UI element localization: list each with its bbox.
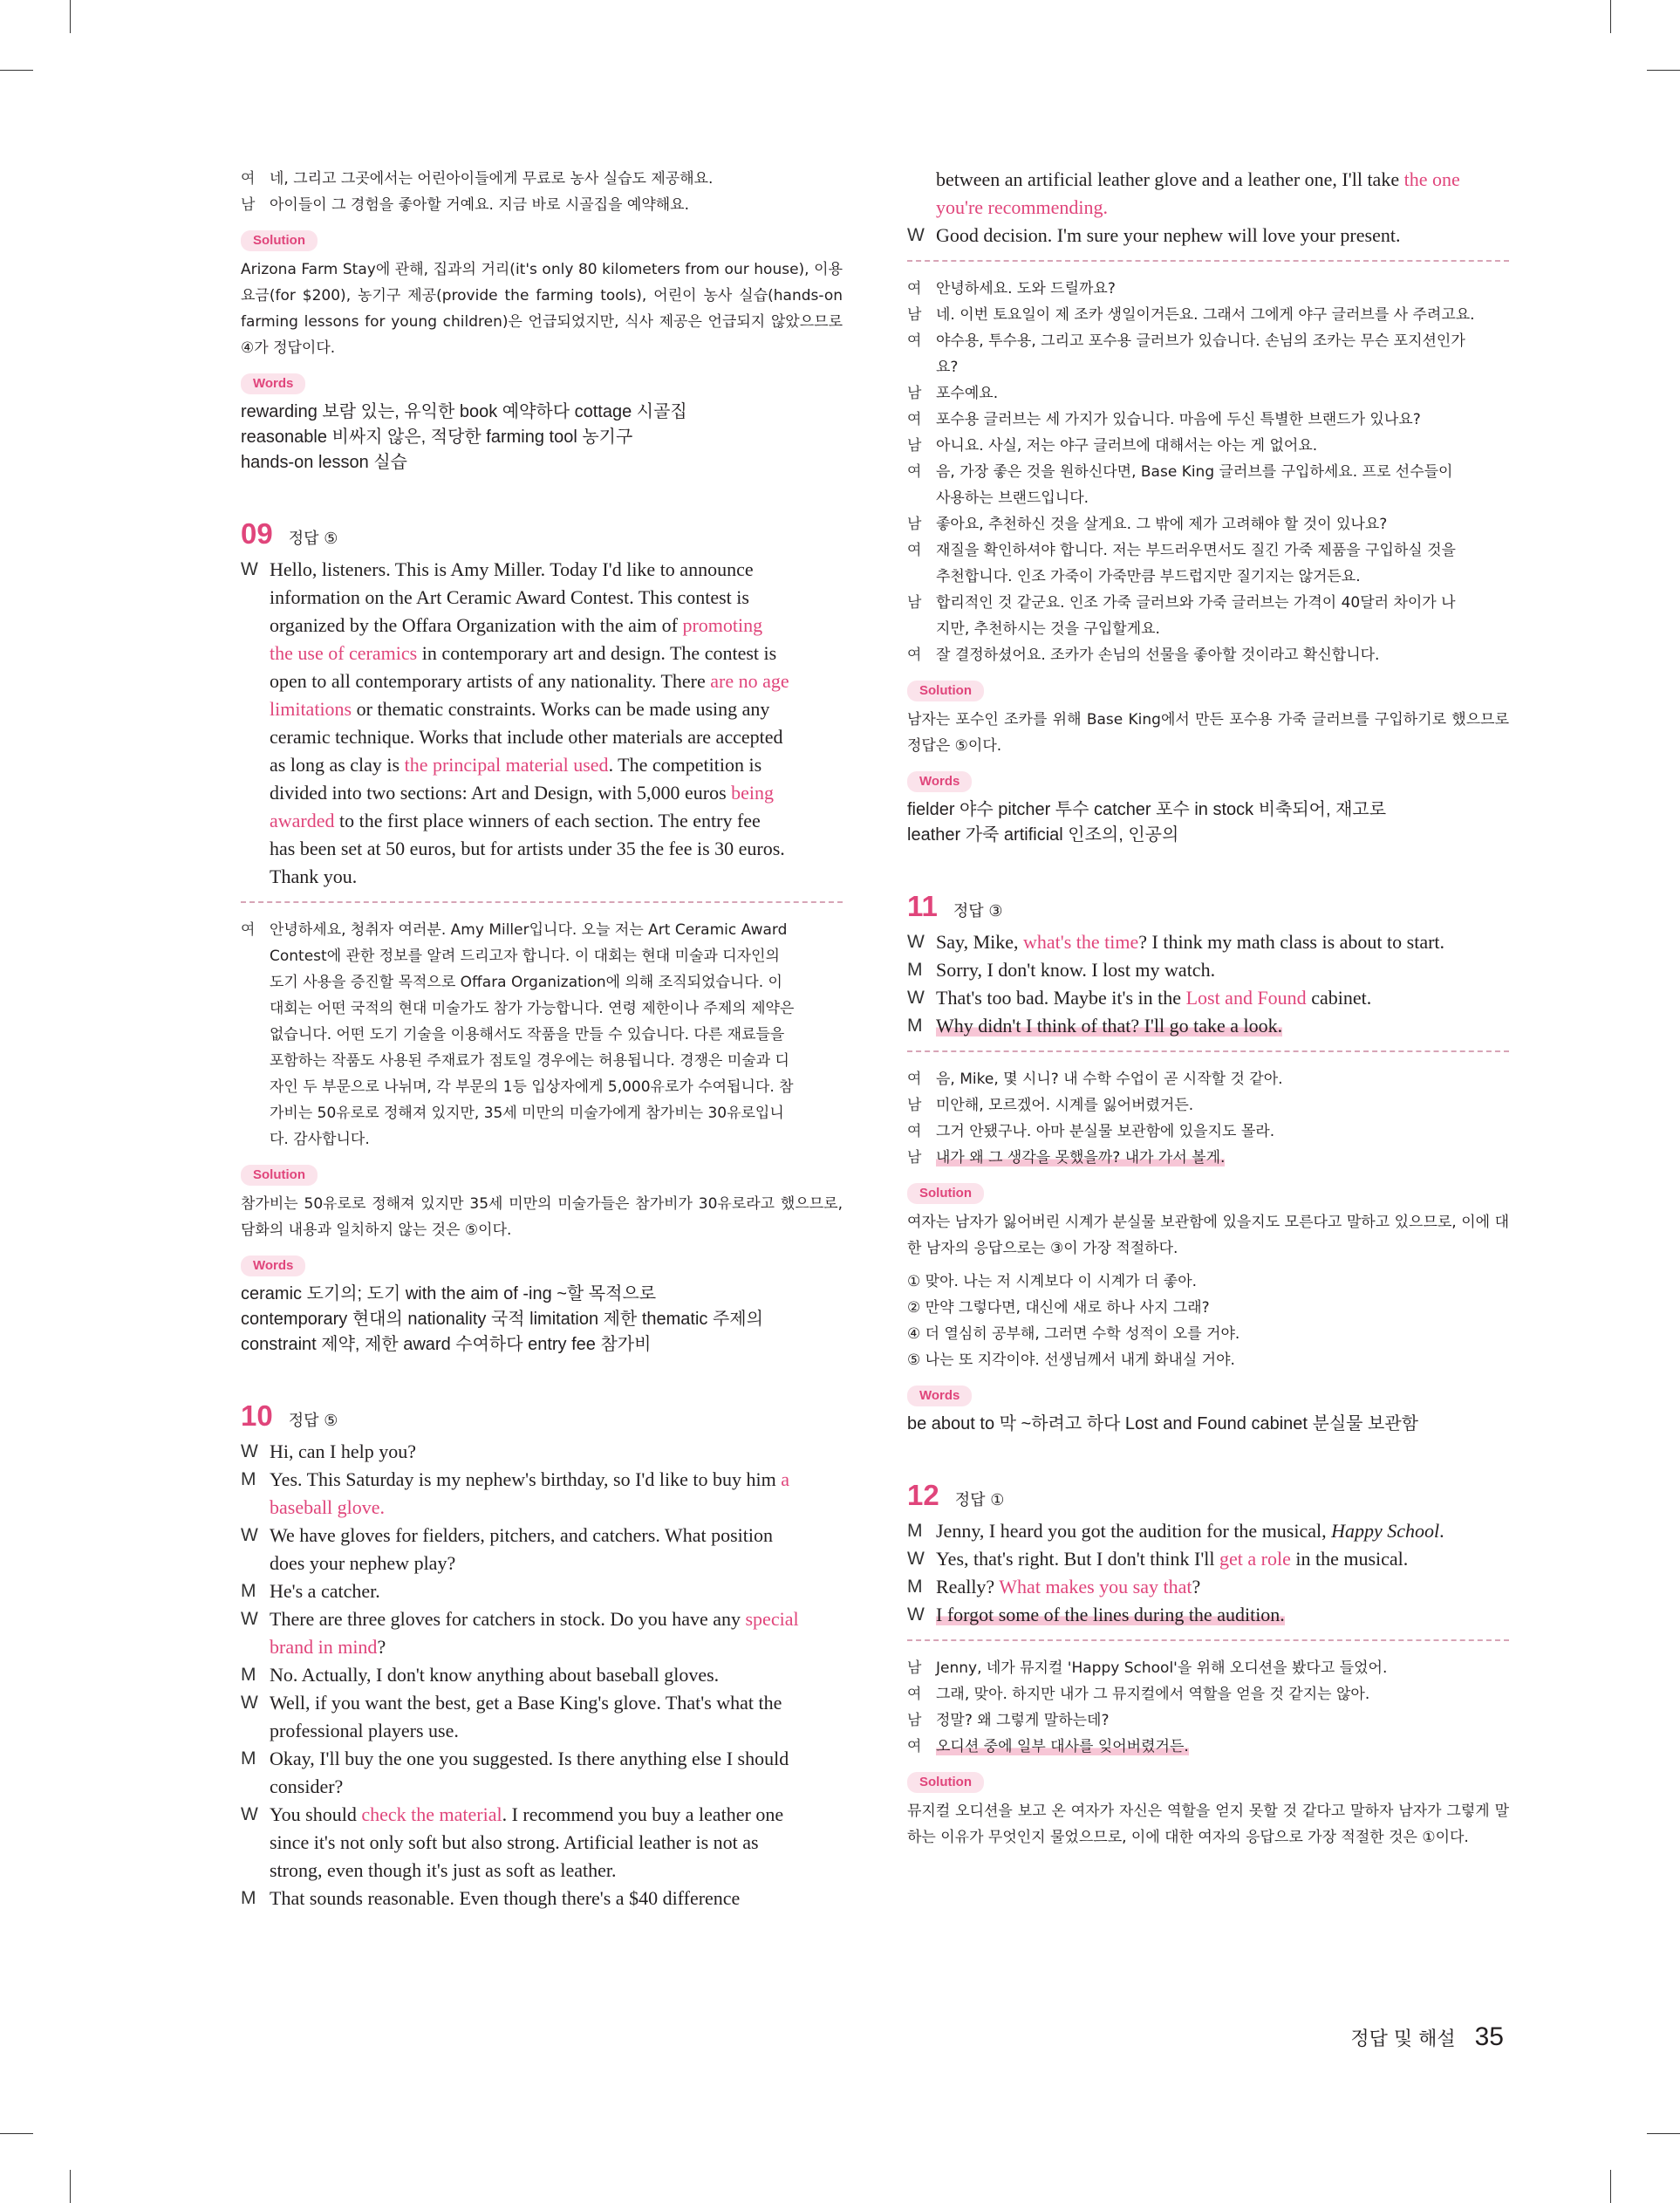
ko-line: 대회는 어떤 국적의 현대 미술가도 참가 가능합니다. 연령 제한이나 주제의 제약은 — [270, 1000, 795, 1017]
crop-mark — [0, 70, 33, 71]
words-label: Words — [907, 1385, 972, 1406]
crop-mark — [1610, 0, 1611, 33]
script-line: organized by the Offara Organization with the aim of promoting — [270, 614, 763, 636]
question-header — [907, 890, 1509, 923]
page-footer — [1350, 2022, 1504, 2052]
ko-line: Contest에 관한 정보를 알려 드리고자 합니다. 이 대회는 현대 미술과 디자인의 — [270, 948, 780, 965]
dashed-divider — [907, 260, 1509, 262]
solution-text: 여자는 남자가 잃어버린 시계가 분실물 보관함에 있을지도 모른다고 말하고 있으므로, 이에 대한 남자의 응답으로는 ③이 가장 적절하다. — [907, 1214, 1509, 1257]
script-line: strong, even though it's just as soft as leather. — [270, 1859, 617, 1881]
crop-mark — [70, 2170, 71, 2203]
script-line: consider? — [270, 1775, 344, 1797]
script-line: W Say, Mike, what's the time? I think my math class is about to start. — [907, 931, 1445, 953]
words-line: be about to 막 ~하려고 하다 Lost and Found cabinet 분실물 보관함 — [907, 1414, 1418, 1433]
translation — [241, 917, 843, 1153]
words-line: rewarding 보람 있는, 유익한 book 예약하다 cottage 시골집 — [241, 402, 687, 421]
ko-line: 자인 두 부문으로 나뉘며, 각 부문의 1등 입상자에게 5,000유로가 수여됩니다. 참 — [270, 1078, 794, 1096]
script-line: between an artificial leather glove and a leather one, I'll take the one — [936, 168, 1460, 190]
solution-label: Solution — [241, 230, 318, 251]
answer-key: 정답 ③ — [953, 902, 1003, 920]
words-line: reasonable 비싸지 않은, 적당한 farming tool 농기구 — [241, 428, 633, 447]
script-line: M No. Actually, I don't know anything about baseball gloves. — [241, 1664, 720, 1686]
script-line: brand in mind? — [270, 1636, 386, 1658]
ko-dialogue-line: 여 음, 가장 좋은 것을 원하신다면, Base King 글러브를 구입하세요. 프로 선수들이 — [907, 463, 1453, 481]
page-number: 35 — [1474, 2022, 1504, 2051]
script-line: Thank you. — [270, 865, 358, 887]
words-label: Words — [907, 771, 972, 792]
script-line: M Sorry, I don't know. I lost my watch. — [907, 959, 1216, 981]
highlight-phrase: the one — [1403, 168, 1460, 190]
words-label: Words — [241, 373, 305, 394]
script-line: the use of ceramics in contemporary art and design. The contest is — [270, 642, 777, 664]
question-header — [241, 1399, 843, 1433]
option-item: ② 만약 그렇다면, 대신에 새로 하나 사지 그래? — [907, 1299, 1210, 1317]
script-line: M Jenny, I heard you got the audition for the musical, Happy School. — [907, 1520, 1444, 1542]
script-line: W That's too bad. Maybe it's in the Lost and Found cabinet. — [907, 987, 1372, 1009]
ko-dialogue-line: 남 Jenny, 네가 뮤지컬 'Happy School'을 위해 오디션을 봤다고 들었어. — [907, 1659, 1388, 1677]
words-line: fielder 야수 pitcher 투수 catcher 포수 in stock 비축되어, 재고로 — [907, 800, 1387, 819]
ko-dialogue-line: 남 좋아요, 추천하신 것을 살게요. 그 밖에 제가 고려해야 할 것이 있나요? — [907, 516, 1388, 533]
ko-dialogue-line: 남 미안해, 모르겠어. 시계를 잃어버렸거든. — [907, 1097, 1194, 1114]
highlight-phrase: What makes you say that — [999, 1576, 1192, 1598]
script-line: M Really? What makes you say that? — [907, 1576, 1201, 1598]
ko-line: 다. 감사합니다. — [270, 1131, 370, 1148]
ko-line: 사용하는 브랜드입니다. — [936, 489, 1089, 507]
ko-line: 요? — [936, 359, 959, 376]
script-line: W We have gloves for fielders, pitchers, and catchers. What position — [241, 1524, 773, 1546]
ko-dialogue-line: 여 안녕하세요, 청취자 여러분. Amy Miller입니다. 오늘 저는 Art Ceramic Award — [241, 921, 788, 939]
solution-label: Solution — [907, 1772, 984, 1793]
script-dialogue-cont — [907, 166, 1509, 250]
question-number: 11 — [907, 890, 938, 922]
words-line: hands-on lesson 실습 — [241, 453, 407, 472]
ko-line: 지만, 추천하시는 것을 구입할게요. — [936, 620, 1160, 638]
highlight-phrase: the principal material used — [404, 754, 609, 776]
script-line: M Okay, I'll buy the one you suggested. Is there anything else I should — [241, 1748, 789, 1769]
dashed-divider — [241, 901, 843, 903]
script-line: baseball glove. — [270, 1496, 385, 1518]
crop-mark — [1610, 2170, 1611, 2203]
question-number: 10 — [241, 1399, 273, 1432]
ko-dialogue-line: 남 포수예요. — [907, 385, 999, 402]
words-line: constraint 제약, 제한 award 수여하다 entry fee 참가비 — [241, 1335, 652, 1354]
ko-dialogue-line: 남 네. 이번 토요일이 제 조카 생일이거든요. 그래서 그에게 야구 글러브를 사 주려고요. — [907, 306, 1475, 324]
ko-line: 가비는 50유로로 정해져 있지만, 35세 미만의 미술가에게 참가비는 30유로입니 — [270, 1105, 784, 1122]
script-line: limitations or thematic constraints. Works can be made using any — [270, 698, 770, 720]
ko-dialogue-line: 여 오디션 중에 일부 대사를 잊어버렸거든. — [907, 1738, 1189, 1755]
highlight-phrase: are no age — [710, 670, 789, 692]
script-line: does your nephew play? — [270, 1552, 456, 1574]
script-line: W Good decision. I'm sure your nephew will love your present. — [907, 224, 1401, 246]
script-line: M Why didn't I think of that? I'll go take a look. — [907, 1015, 1283, 1037]
ko-dialogue-line: 여 음, Mike, 몇 시니? 내 수학 수업이 곧 시작할 것 같아. — [907, 1071, 1283, 1088]
translation — [907, 276, 1509, 668]
question-header — [907, 1479, 1509, 1512]
highlight-phrase: special — [745, 1608, 799, 1630]
script-line: divided into two sections: Art and Design, with 5,000 euros being — [270, 782, 775, 804]
words-list — [241, 1282, 843, 1358]
script-dialogue — [907, 928, 1509, 1040]
ko-dialogue-line: 남 정말? 왜 그렇게 말하는데? — [907, 1712, 1110, 1729]
highlight-phrase: the use of ceramics — [270, 642, 418, 664]
script-line: W You should check the material. I recommend you buy a leather one — [241, 1803, 784, 1825]
ko-dialogue-line: 남 합리적인 것 같군요. 인조 가죽 글러브와 가죽 글러브는 가격이 40달러 차이가 나 — [907, 594, 1456, 612]
script-line: M That sounds reasonable. Even though there's a $40 difference — [241, 1887, 741, 1909]
script-line: information on the Art Ceramic Award Contest. This contest is — [270, 586, 749, 608]
words-line: leather 가죽 artificial 인조의, 인공의 — [907, 825, 1179, 845]
script-line: W Yes, that's right. But I don't think I'll get a role in the musical. — [907, 1548, 1409, 1570]
option-item: ① 맞아. 나는 저 시계보다 이 시계가 더 좋아. — [907, 1273, 1198, 1290]
script-line: W Hi, can I help you? — [241, 1440, 416, 1462]
answer-key: 정답 ⑤ — [288, 530, 338, 548]
words-line: contemporary 현대의 nationality 국적 limitation 제한 thematic 주제의 — [241, 1310, 763, 1329]
script-line: professional players use. — [270, 1720, 459, 1741]
italic-title: Happy School — [1331, 1520, 1440, 1542]
answer-underline: I forgot some of the lines during the audition. — [936, 1604, 1285, 1625]
option-item: ④ 더 열심히 공부해, 그러면 수학 성적이 오를 거야. — [907, 1325, 1240, 1343]
words-list — [907, 797, 1509, 848]
ko-dialogue-line: 여 재질을 확인하셔야 합니다. 저는 부드러우면서도 질긴 가죽 제품을 구입하실 것을 — [907, 542, 1456, 559]
option-list — [907, 1269, 1509, 1373]
footer-section-label: 정답 및 해설 — [1350, 2029, 1456, 2050]
solution-label: Solution — [241, 1165, 318, 1186]
speaker-tag: W — [241, 559, 258, 579]
answer-key: 정답 ① — [954, 1491, 1005, 1509]
answer-underline: Why didn't I think of that? I'll go take a look. — [936, 1015, 1283, 1037]
ko-dialogue-line: 여 포수용 글러브는 세 가지가 있습니다. 마음에 두신 특별한 브랜드가 있나요? — [907, 411, 1421, 428]
highlight-phrase: limitations — [270, 698, 352, 720]
ko-dialogue-line: 여 안녕하세요. 도와 드릴까요? — [907, 280, 1116, 298]
script-line: open to all contemporary artists of any nationality. There are no age — [270, 670, 789, 692]
script-dialogue — [241, 1438, 843, 1912]
highlight-phrase: being — [731, 782, 775, 804]
ko-dialogue-line: 여 그래, 맞아. 하지만 내가 그 뮤지컬에서 역할을 얻을 것 같지는 않아. — [907, 1686, 1370, 1703]
highlight-phrase: get a role — [1219, 1548, 1291, 1570]
words-line: ceramic 도기의; 도기 with the aim of -ing ~할 목적으로 — [241, 1284, 657, 1303]
script-line: W There are three gloves for catchers in stock. Do you have any special — [241, 1608, 799, 1630]
solution-text: 뮤지컬 오디션을 보고 온 여자가 자신은 역할을 얻지 못할 것 같다고 말하자 남자가 그렇게 말하는 이유가 무엇인지 물었으므로, 이에 대한 여자의 응답으로 가장 적절한 것은 ①이다. — [907, 1803, 1509, 1846]
ko-dialogue-line: 여 야수용, 투수용, 그리고 포수용 글러브가 있습니다. 손님의 조카는 무슨 포지션인가 — [907, 332, 1465, 350]
words-list — [241, 400, 843, 475]
ko-line: 포함하는 작품도 사용된 주재료가 점토일 경우에는 허용됩니다. 경쟁은 미술과 디 — [270, 1052, 789, 1070]
words-list — [907, 1412, 1509, 1437]
answer-key: 정답 ⑤ — [288, 1412, 338, 1430]
ko-dialogue-line: 남 내가 왜 그 생각을 못했을까? 내가 가서 볼게. — [907, 1149, 1226, 1166]
highlight-phrase: brand in mind — [270, 1636, 378, 1658]
crop-mark — [1647, 2133, 1680, 2134]
crop-mark — [70, 0, 71, 33]
option-item: ⑤ 나는 또 지각이야. 선생님께서 내게 화내실 거야. — [907, 1351, 1235, 1369]
question-number: 12 — [907, 1479, 939, 1511]
question-number: 09 — [241, 517, 273, 550]
highlight-phrase: what's the time — [1023, 931, 1139, 953]
solution-text: 참가비는 50유로로 정해져 있지만 35세 미만의 미술가들은 참가비가 30유로라고 했으므로, 담화의 내용과 일치하지 않는 것은 ⑤이다. — [241, 1195, 843, 1239]
answer-underline: 내가 왜 그 생각을 못했을까? 내가 가서 볼게. — [936, 1149, 1226, 1166]
script-line: ceramic technique. Works that include other materials are accepted — [270, 726, 783, 748]
script-line: M Yes. This Saturday is my nephew's birthday, so I'd like to buy him a — [241, 1468, 789, 1490]
dashed-divider — [907, 1050, 1509, 1052]
dashed-divider — [907, 1639, 1509, 1641]
answer-underline: 오디션 중에 일부 대사를 잊어버렸거든. — [936, 1738, 1189, 1755]
q08-translation-tail — [241, 166, 843, 218]
right-column — [907, 166, 1509, 1851]
script-monologue — [241, 556, 843, 891]
script-line: W Well, if you want the best, get a Base King's glove. That's what the — [241, 1692, 782, 1714]
ko-dialogue-line: 여 그거 안됐구나. 아마 분실물 보관함에 있을지도 몰라. — [907, 1123, 1275, 1140]
solution-text: Arizona Farm Stay에 관해, 집과의 거리(it's only 80 kilometers from our house), 이용 요금(for $200), 농기구 제공(provide the farming tools), 어린이 농사 실습(hands-on farming lessons for young children)은 언급되었지만, 식사 제공은 언급되지 않았으므로 ④가 정답이다. — [241, 261, 843, 357]
script-dialogue — [907, 1517, 1509, 1629]
script-line: has been set at 50 euros, but for artists under 35 the fee is 30 euros. — [270, 838, 785, 859]
ko-line: 없습니다. 어떤 도기 기술을 이용해서도 작품을 만들 수 있습니다. 다른 재료들을 — [270, 1026, 785, 1043]
script-line: M He's a catcher. — [241, 1580, 380, 1602]
ko-dialogue-line: 여 잘 결정하셨어요. 조카가 손님의 선물을 좋아할 것이라고 확신합니다. — [907, 647, 1380, 664]
highlight-phrase: awarded — [270, 810, 335, 831]
words-label: Words — [241, 1255, 305, 1276]
script-line: you're recommending. — [936, 196, 1109, 218]
question-header — [241, 517, 843, 551]
script-line: W Hello, listeners. This is Amy Miller. Today I'd like to announce — [241, 556, 843, 584]
ko-dialogue-line: 남 아니요. 사실, 저는 야구 글러브에 대해서는 아는 게 없어요. — [907, 437, 1318, 455]
highlight-phrase: check the material — [361, 1803, 502, 1825]
solution-label: Solution — [907, 681, 984, 701]
highlight-phrase: Lost and Found — [1185, 987, 1307, 1009]
crop-mark — [1647, 70, 1680, 71]
solution-text: 남자는 포수인 조카를 위해 Base King에서 만든 포수용 가죽 글러브를 구입하기로 했으므로 정답은 ⑤이다. — [907, 711, 1509, 755]
script-line: as long as clay is the principal material used. The competition is — [270, 754, 762, 776]
highlight-phrase: promoting — [682, 614, 763, 636]
left-column — [241, 166, 843, 1912]
ko-dialogue-line: 남 아이들이 그 경험을 좋아할 거예요. 지금 바로 시골집을 예약해요. — [241, 196, 690, 214]
script-line: W I forgot some of the lines during the audition. — [907, 1604, 1285, 1625]
ko-line: 추천합니다. 인조 가죽이 가죽만큼 부드럽지만 질기지는 않거든요. — [936, 568, 1361, 585]
translation — [907, 1066, 1509, 1171]
ko-dialogue-line: 여 네, 그리고 그곳에서는 어린아이들에게 무료로 농사 실습도 제공해요. — [241, 170, 714, 188]
script-line: since it's not only soft but also strong. Artificial leather is not as — [270, 1831, 759, 1853]
script-line: awarded to the first place winners of each section. The entry fee — [270, 810, 761, 831]
ko-line: 도기 사용을 증진할 목적으로 Offara Organization에 의해 조직되었습니다. 이 — [270, 974, 782, 991]
solution-label: Solution — [907, 1183, 984, 1204]
highlight-phrase: a — [781, 1468, 789, 1490]
translation — [907, 1655, 1509, 1760]
crop-mark — [0, 2133, 33, 2134]
